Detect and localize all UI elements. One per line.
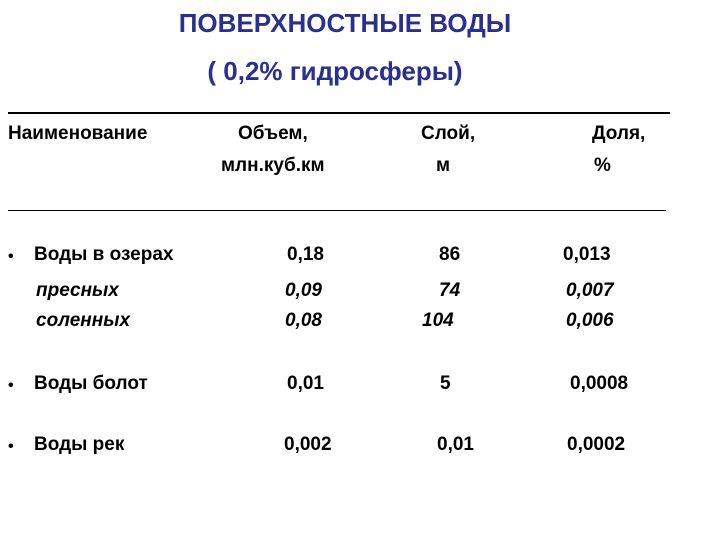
slide-subtitle: ( 0,2% гидросферы)	[207, 56, 463, 86]
row-layer: 74	[439, 280, 461, 301]
row-share: 0,0008	[570, 373, 629, 394]
row-name: Воды болот	[34, 373, 148, 394]
row-name: соленных	[36, 310, 131, 331]
header-volume: Объем,	[238, 123, 308, 144]
header-name: Наименование	[8, 123, 148, 144]
header-volume-unit: млн.куб.км	[221, 155, 325, 176]
header-share: Доля,	[592, 123, 646, 144]
row-volume: 0,01	[287, 373, 324, 394]
row-share: 0,013	[563, 244, 611, 265]
top-divider	[8, 112, 670, 114]
row-share: 0,006	[566, 310, 614, 331]
row-volume: 0,18	[287, 244, 324, 265]
header-layer: Слой,	[421, 123, 476, 144]
row-layer: 0,01	[437, 434, 474, 455]
slide-title: ПОВЕРХНОСТНЫЕ ВОДЫ	[178, 8, 512, 38]
bullet-icon: •	[8, 248, 14, 265]
bullet-icon: •	[8, 438, 14, 455]
row-name: Воды в озерах	[34, 244, 174, 265]
header-share-unit: %	[594, 155, 611, 176]
header-layer-unit: м	[436, 155, 451, 176]
row-layer: 5	[440, 373, 451, 394]
row-volume: 0,09	[285, 280, 322, 301]
row-name: пресных	[36, 280, 119, 301]
row-volume: 0,002	[284, 434, 332, 455]
row-share: 0,0002	[567, 434, 626, 455]
row-layer: 104	[422, 310, 454, 331]
row-name: Воды рек	[34, 434, 125, 455]
row-share: 0,007	[566, 280, 614, 301]
bullet-icon: •	[8, 377, 14, 394]
row-layer: 86	[439, 244, 461, 265]
header-divider	[8, 210, 666, 211]
row-volume: 0,08	[285, 310, 322, 331]
